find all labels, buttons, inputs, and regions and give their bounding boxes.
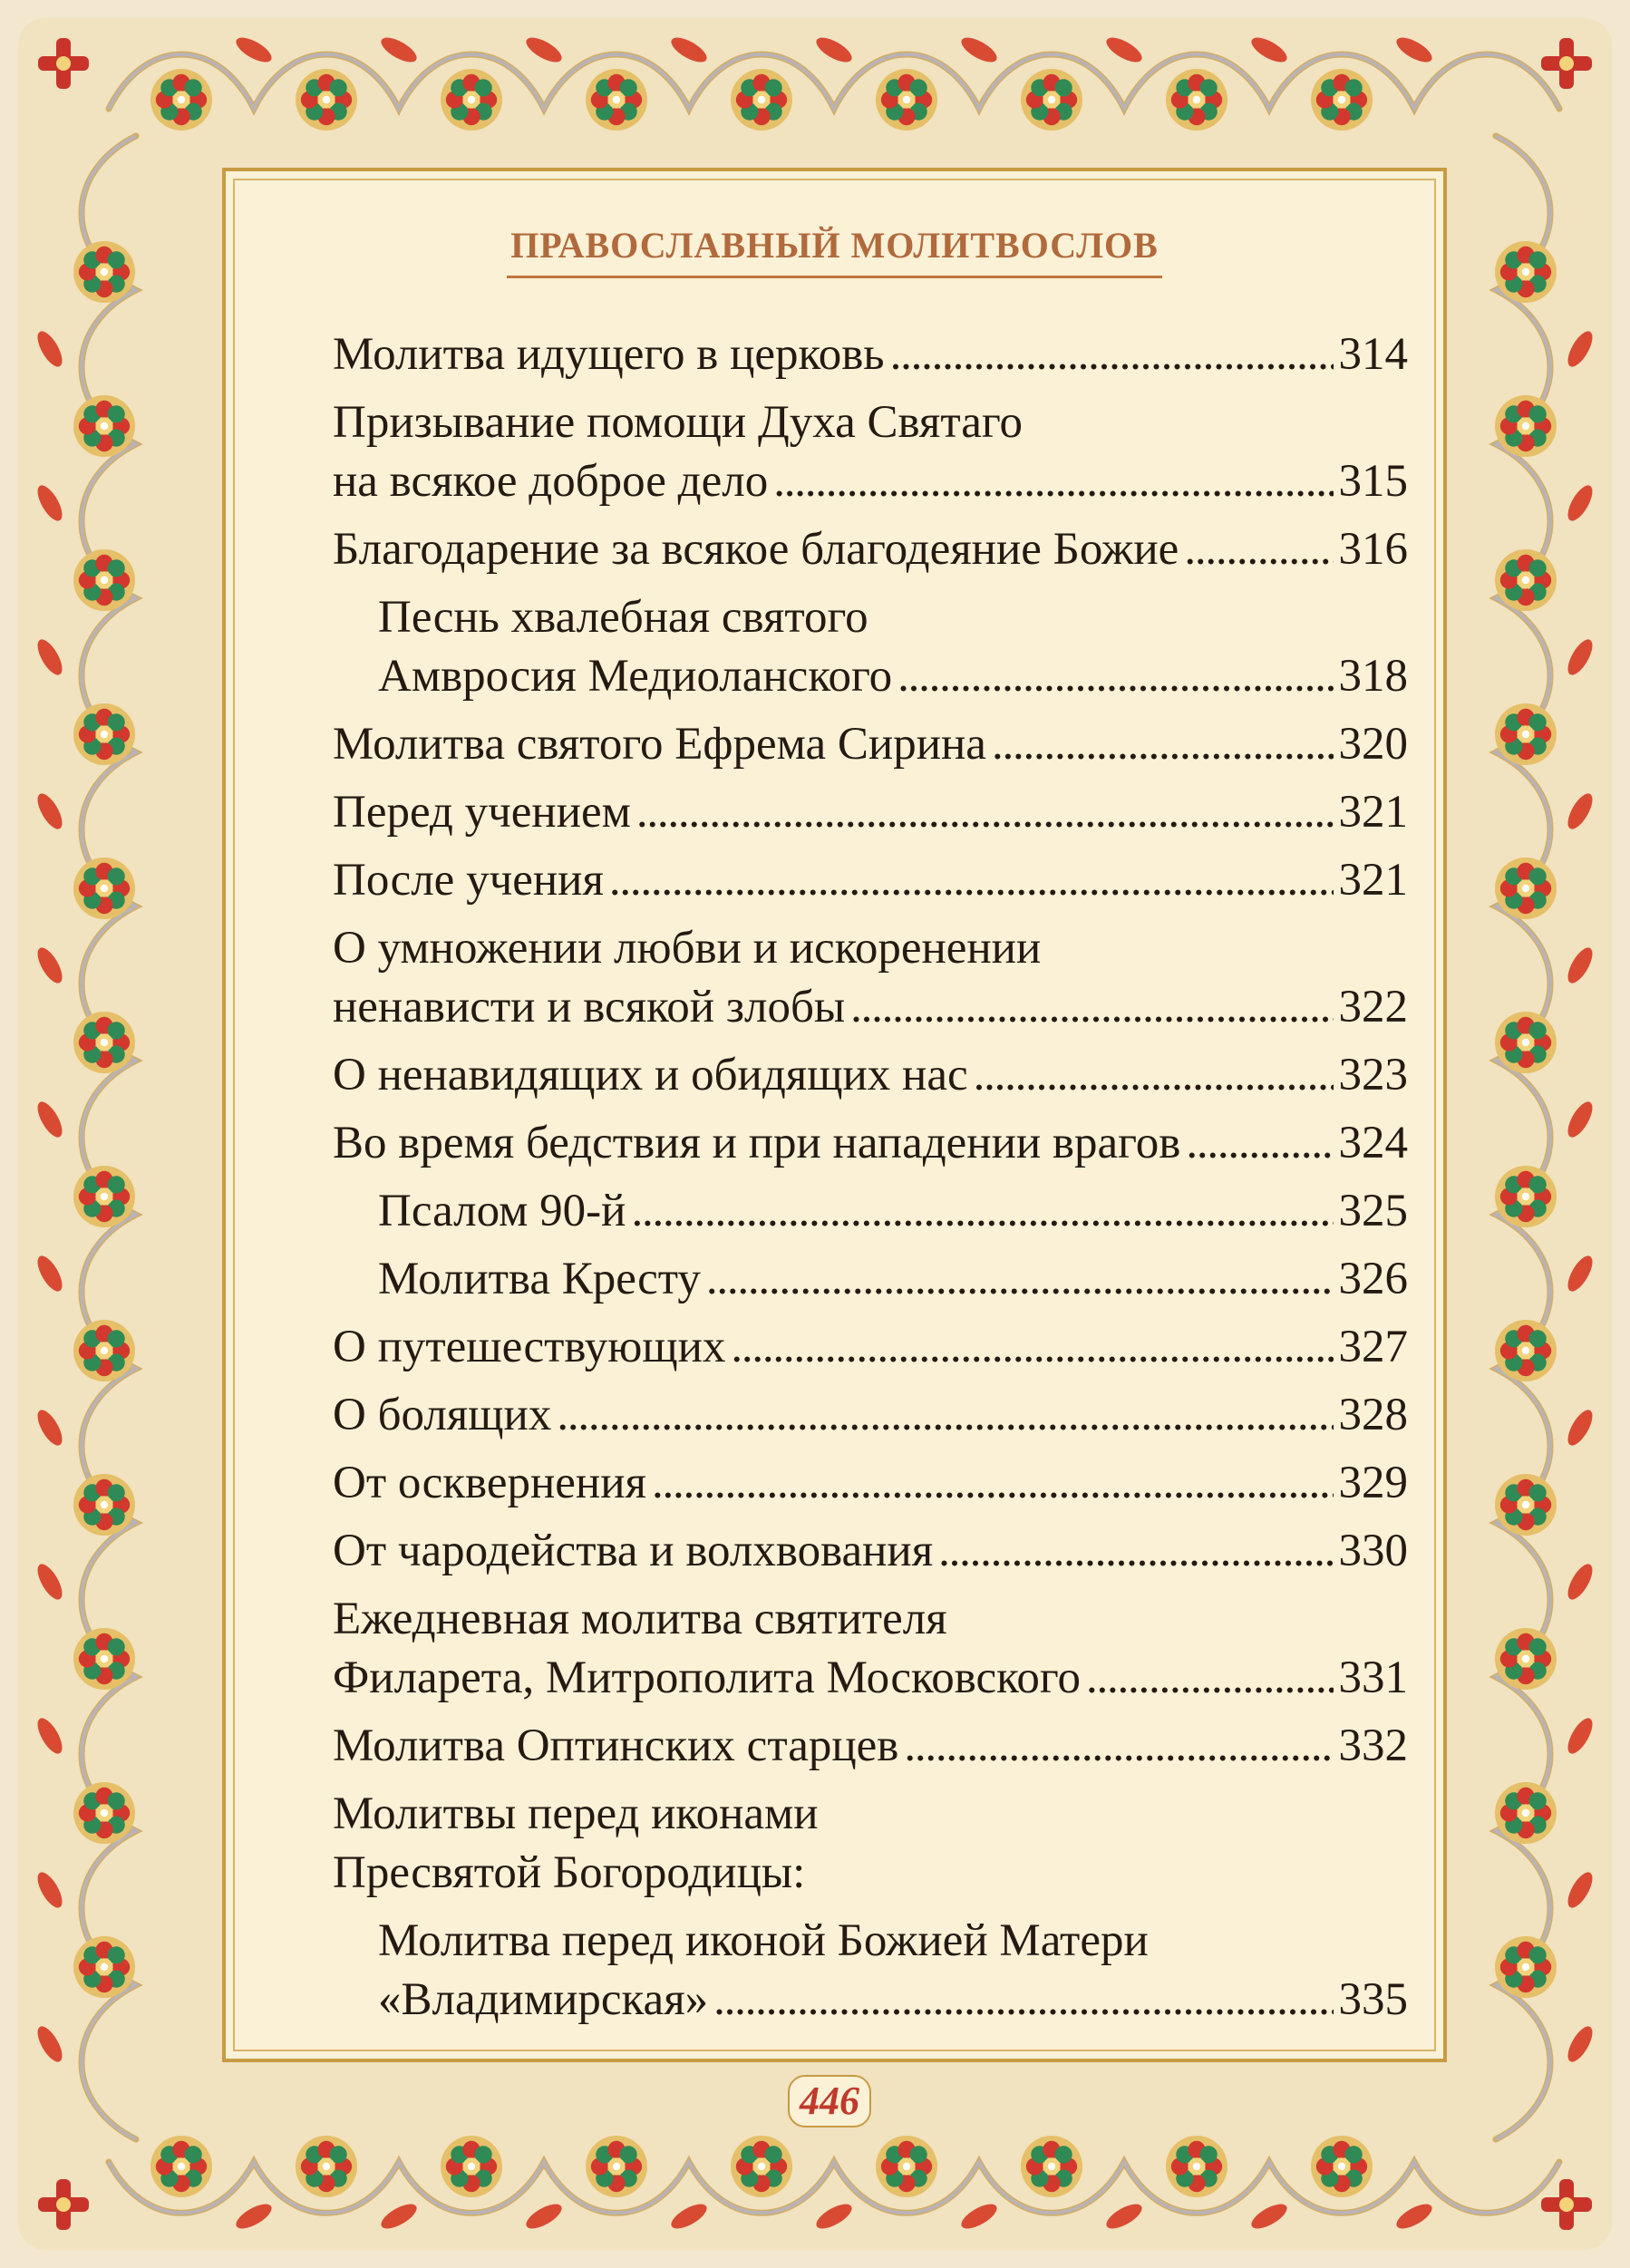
toc-title: Благодарение за всякое благодеяние Божие xyxy=(333,524,1179,575)
flower-dot xyxy=(1522,1655,1529,1662)
toc-page-number: 324 xyxy=(1338,1118,1408,1168)
toc-line xyxy=(333,1971,1408,2030)
page-number: 446 xyxy=(800,2079,859,2123)
toc-line xyxy=(333,1454,1408,1513)
dot-leader xyxy=(850,978,1333,1037)
toc-title: Филарета, Митрополита Московского xyxy=(333,1653,1081,1703)
toc-page-number: 329 xyxy=(1338,1458,1408,1508)
toc-line xyxy=(333,783,1408,842)
toc-line xyxy=(333,1250,1408,1309)
flower-dot xyxy=(101,1501,108,1508)
toc-line xyxy=(333,325,1408,384)
running-head: ПРАВОСЛАВНЫЙ МОЛИТВОСЛОВ xyxy=(510,225,1159,266)
toc-line xyxy=(333,1386,1408,1445)
flower-dot xyxy=(101,268,108,276)
toc-entry xyxy=(333,1046,1408,1105)
flower-dot xyxy=(101,885,108,892)
toc-title: Молитва Оптинских старцев xyxy=(333,1720,899,1771)
dot-leader xyxy=(897,647,1333,706)
toc-title: Ежедневная молитва святителя xyxy=(333,1594,947,1644)
dot-leader xyxy=(992,715,1334,774)
toc-entry xyxy=(333,588,1408,706)
toc-line xyxy=(333,1717,1408,1776)
toc-page-number: 318 xyxy=(1338,651,1408,702)
dot-leader xyxy=(609,851,1334,910)
toc-entry xyxy=(333,520,1408,579)
flower-dot xyxy=(903,96,910,103)
toc-entry xyxy=(333,783,1408,842)
toc-entry xyxy=(333,1454,1408,1513)
toc-entry xyxy=(333,851,1408,910)
flower-dot xyxy=(323,2163,330,2170)
toc-title: Псалом 90-й xyxy=(378,1186,626,1236)
corner-cross-center xyxy=(56,56,71,71)
toc-title: Амвросия Медиоланского xyxy=(378,651,893,702)
flower-dot xyxy=(903,2163,910,2170)
corner-cross-center xyxy=(56,2197,71,2212)
flower-dot xyxy=(1522,1193,1529,1200)
toc-page-number: 320 xyxy=(1338,719,1408,770)
dot-leader xyxy=(731,1318,1333,1377)
dot-leader xyxy=(890,325,1334,384)
flower-dot xyxy=(613,2163,620,2170)
flower-dot xyxy=(1338,2163,1345,2170)
toc-page-number: 328 xyxy=(1338,1390,1408,1440)
corner-cross-center xyxy=(1559,56,1574,71)
toc-title: Призывание помощи Духа Святаго xyxy=(333,397,1024,448)
toc-entry xyxy=(333,715,1408,774)
dot-leader xyxy=(904,1717,1333,1776)
dot-leader xyxy=(1184,520,1333,579)
toc-entry xyxy=(333,1590,1408,1708)
toc-title: От осквернения xyxy=(333,1458,646,1508)
dot-leader xyxy=(706,1250,1334,1309)
dot-leader xyxy=(652,1454,1334,1513)
dot-leader xyxy=(636,783,1334,842)
toc-title: ненависти и всякой злобы xyxy=(333,982,846,1032)
toc-page-number: 323 xyxy=(1338,1050,1408,1100)
flower-dot xyxy=(1522,268,1529,276)
toc-entry xyxy=(333,919,1408,1037)
toc-line xyxy=(333,1114,1408,1173)
toc-line xyxy=(333,1590,1408,1649)
toc-page-number: 331 xyxy=(1338,1653,1408,1703)
toc-line xyxy=(333,1046,1408,1105)
toc-entry xyxy=(333,1912,1408,2030)
toc-entry xyxy=(333,1114,1408,1173)
flower-dot xyxy=(758,96,765,103)
toc-page-number: 321 xyxy=(1338,787,1408,838)
corner-cross-center xyxy=(1559,2197,1574,2212)
toc-title: «Владимирская» xyxy=(378,1974,709,2025)
toc-line xyxy=(333,851,1408,910)
content-panel xyxy=(222,168,1447,2062)
flower-dot xyxy=(1522,1963,1529,1971)
toc-line xyxy=(333,520,1408,579)
toc-page-number: 321 xyxy=(1338,855,1408,906)
dot-leader xyxy=(1186,1114,1333,1173)
toc-entry xyxy=(333,1785,1408,1903)
toc-line xyxy=(333,715,1408,774)
flower-dot xyxy=(101,1039,108,1046)
flower-dot xyxy=(1522,1347,1529,1354)
toc-page-number: 316 xyxy=(1338,524,1408,575)
flower-dot xyxy=(1193,2163,1200,2170)
toc-line xyxy=(333,1182,1408,1241)
dot-leader xyxy=(1086,1649,1334,1708)
flower-dot xyxy=(101,1193,108,1200)
toc-page-number: 326 xyxy=(1338,1254,1408,1304)
flower-dot xyxy=(1522,1039,1529,1046)
flower-dot xyxy=(101,1963,108,1971)
toc-line xyxy=(333,588,1408,647)
flower-dot xyxy=(178,96,185,103)
toc-title: Молитва перед иконой Божией Матери xyxy=(378,1915,1149,1966)
toc-page-number: 335 xyxy=(1338,1974,1408,2025)
toc-line xyxy=(333,1522,1408,1581)
flower-dot xyxy=(1522,1501,1529,1508)
table-of-contents xyxy=(333,325,1408,2039)
toc-entry xyxy=(333,1250,1408,1309)
toc-title: О ненавидящих и обидящих нас xyxy=(333,1050,968,1100)
toc-line xyxy=(333,978,1408,1037)
toc-page-number: 314 xyxy=(1338,329,1408,380)
flower-dot xyxy=(323,96,330,103)
toc-entry xyxy=(333,393,1408,511)
flower-dot xyxy=(1522,1809,1529,1817)
flower-dot xyxy=(1048,96,1055,103)
flower-dot xyxy=(613,96,620,103)
toc-title: Молитва Кресту xyxy=(378,1254,701,1304)
running-head-rule xyxy=(507,276,1162,278)
dot-leader xyxy=(773,452,1333,511)
toc-line xyxy=(333,647,1408,706)
flower-dot xyxy=(101,577,108,584)
toc-title: Перед учением xyxy=(333,787,631,838)
toc-title: Молитвы перед иконами xyxy=(333,1788,819,1839)
flower-dot xyxy=(101,1347,108,1354)
flower-dot xyxy=(101,1809,108,1817)
toc-line xyxy=(333,393,1408,452)
toc-page-number: 325 xyxy=(1338,1186,1408,1236)
toc-entry xyxy=(333,325,1408,384)
toc-page-number: 330 xyxy=(1338,1526,1408,1576)
toc-title: О путешествующих xyxy=(333,1322,726,1372)
toc-line xyxy=(333,1844,1408,1903)
flower-dot xyxy=(101,1655,108,1662)
toc-entry xyxy=(333,1522,1408,1581)
toc-title: От чародейства и волхвования xyxy=(333,1526,934,1576)
toc-entry xyxy=(333,1182,1408,1241)
flower-dot xyxy=(101,422,108,430)
toc-entry xyxy=(333,1386,1408,1445)
flower-dot xyxy=(1522,422,1529,430)
flower-dot xyxy=(758,2163,765,2170)
flower-dot xyxy=(1522,577,1529,584)
dot-leader xyxy=(631,1182,1333,1241)
flower-dot xyxy=(468,96,475,103)
toc-line xyxy=(333,1785,1408,1844)
flower-dot xyxy=(1338,96,1345,103)
flower-dot xyxy=(468,2163,475,2170)
toc-title: После учения xyxy=(333,855,604,906)
toc-title: Пресвятой Богородицы: xyxy=(333,1847,806,1898)
toc-page-number: 332 xyxy=(1338,1720,1408,1771)
dot-leader xyxy=(557,1386,1333,1445)
toc-entry xyxy=(333,1717,1408,1776)
flower-dot xyxy=(1522,885,1529,892)
toc-line xyxy=(333,1912,1408,1971)
toc-line xyxy=(333,919,1408,978)
flower-dot xyxy=(1048,2163,1055,2170)
toc-title: Молитва святого Ефрема Сирина xyxy=(333,719,986,770)
flower-dot xyxy=(1522,731,1529,738)
flower-dot xyxy=(178,2163,185,2170)
dot-leader xyxy=(974,1046,1334,1105)
dot-leader xyxy=(938,1522,1333,1581)
toc-line xyxy=(333,1649,1408,1708)
toc-title: Во время бедствия и при нападении врагов xyxy=(333,1118,1181,1168)
toc-line xyxy=(333,1318,1408,1377)
flower-dot xyxy=(101,731,108,738)
toc-line xyxy=(333,452,1408,511)
toc-title: О умножении любви и искоренении xyxy=(333,923,1042,974)
toc-title: на всякое доброе дело xyxy=(333,456,769,507)
toc-page-number: 327 xyxy=(1338,1322,1408,1372)
toc-title: Молитва идущего в церковь xyxy=(333,329,885,380)
toc-title: Песнь хвалебная святого xyxy=(378,592,868,643)
toc-title: О болящих xyxy=(333,1390,552,1440)
toc-page-number: 322 xyxy=(1338,982,1408,1032)
toc-entry xyxy=(333,1318,1408,1377)
toc-page-number: 315 xyxy=(1338,456,1408,507)
dot-leader xyxy=(713,1971,1333,2030)
flower-dot xyxy=(1193,96,1200,103)
